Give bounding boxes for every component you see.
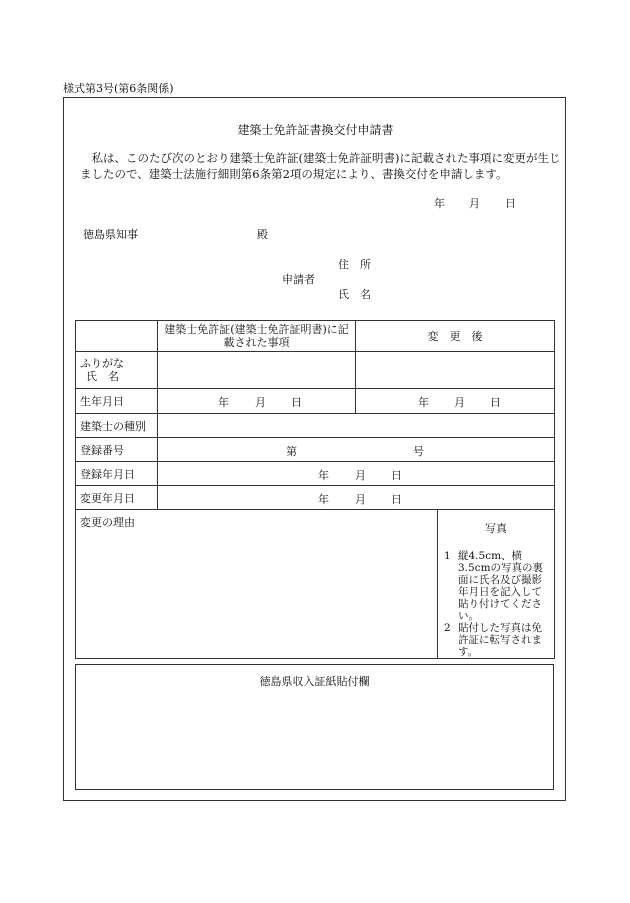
registration-date-field[interactable] (158, 462, 555, 486)
birth-date-after-field[interactable] (356, 389, 555, 414)
furigana-label: ふりがな (80, 357, 124, 370)
date-day-mark: 日 (505, 197, 516, 210)
registration-number-prefix: 第 (286, 445, 297, 458)
reg-date-year-mark: 年 (318, 469, 329, 482)
form-number: 様式第3号(第6条関係) (63, 82, 174, 95)
furigana-name-label (76, 352, 158, 389)
photo-note-1-number: 1 (444, 550, 451, 562)
architect-kind-field[interactable] (158, 414, 555, 438)
applicant-name-label: 氏 名 (338, 288, 371, 301)
birth-before-year-mark: 年 (218, 396, 229, 409)
photo-area (438, 510, 555, 659)
birth-before-day-mark: 日 (291, 396, 302, 409)
photo-title: 写真 (485, 522, 507, 535)
change-date-year-mark: 年 (318, 493, 329, 506)
revenue-stamp-title: 徳島県収入証紙貼付欄 (259, 675, 370, 688)
photo-instructions (442, 550, 550, 658)
name-before-field[interactable] (158, 352, 356, 389)
reg-date-day-mark: 日 (391, 469, 402, 482)
name-label: 氏 名 (86, 370, 119, 383)
change-reason-field[interactable] (76, 510, 438, 659)
birth-after-day-mark: 日 (490, 396, 501, 409)
registration-number-field[interactable] (158, 438, 555, 462)
birth-date-before-field[interactable] (158, 389, 356, 414)
birth-before-month-mark: 月 (255, 396, 266, 409)
change-details-table (75, 320, 555, 659)
header-before-cell: 建築士免許証(建築士免許証明書)に記載された事項 (158, 321, 356, 352)
form-title: 建築士免許証書換交付申請書 (237, 123, 394, 137)
birth-date-label: 生年月日 (76, 389, 158, 414)
birth-after-month-mark: 月 (454, 396, 465, 409)
change-date-field[interactable] (158, 486, 555, 510)
registration-number-label: 登録番号 (76, 438, 158, 462)
birth-after-year-mark: 年 (418, 396, 429, 409)
name-after-field[interactable] (356, 352, 555, 389)
addressee-name: 徳島県知事 (83, 228, 138, 241)
revenue-stamp-box (75, 664, 554, 790)
application-statement: 私は、このたび次のとおり建築士免許証(建築士免許証明書)に記載された事項に変更が生じましたので、建築士法施行細則第6条第2項の規定により、書換交付を申請します。 (80, 151, 561, 181)
photo-note-2-text: 貼付した写真は免許証に転写されます。 (458, 622, 542, 658)
registration-date-label: 登録年月日 (76, 462, 158, 486)
header-blank-cell (76, 321, 158, 352)
reg-date-month-mark: 月 (355, 469, 366, 482)
header-after-cell: 変 更 後 (356, 321, 555, 352)
addressee-suffix: 殿 (257, 228, 268, 241)
form-frame (63, 97, 566, 801)
change-reason-label: 変更の理由 (80, 516, 135, 529)
registration-number-suffix: 号 (413, 445, 424, 458)
applicant-address-label: 住 所 (338, 258, 371, 271)
date-month-mark: 月 (469, 197, 480, 210)
photo-note-1-text: 縦4.5cm、横3.5cmの写真の裏面に氏名及び撮影年月日を記入して貼り付けてください。 (458, 550, 544, 622)
architect-kind-label: 建築士の種別 (76, 414, 158, 438)
change-date-label: 変更年月日 (76, 486, 158, 510)
change-date-day-mark: 日 (391, 493, 402, 506)
date-year-mark: 年 (434, 197, 445, 210)
change-date-month-mark: 月 (355, 493, 366, 506)
applicant-label: 申請者 (282, 273, 315, 286)
photo-note-2-number: 2 (444, 622, 451, 634)
